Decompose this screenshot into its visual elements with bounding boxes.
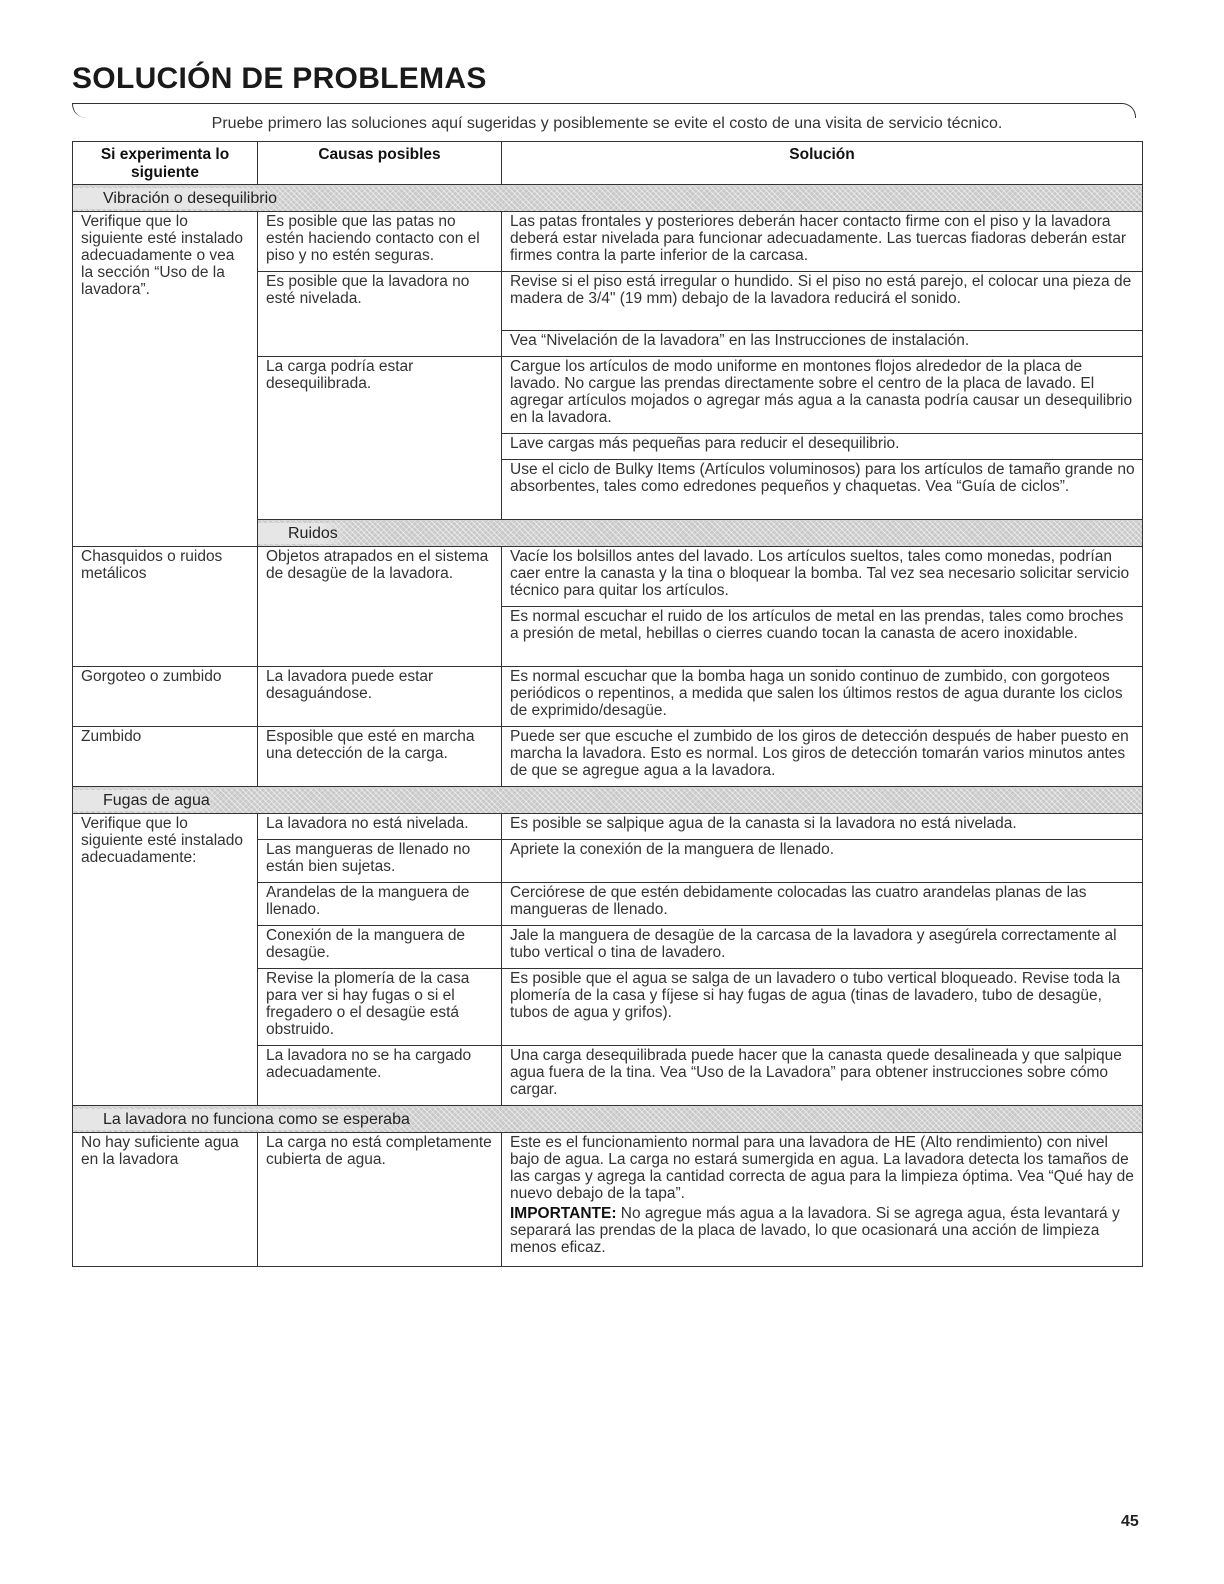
solution-cell: Use el ciclo de Bulky Items (Artículos voluminosos) para los artículos de tamaño grande no absorbentes, tales como edredones pequeños y chaquetas. Vea “Guía de ciclos”.	[502, 460, 1143, 520]
solution-cell: Vacíe los bolsillos antes del lavado. Los artículos sueltos, tales como monedas, podrían caer entre la canasta y la tina o bloquear la bomba. Tal vez sea necesario solicitar servicio técnico para quitar los artículos.	[502, 547, 1143, 607]
cause-cell: Es posible que la lavadora no esté nivelada.	[258, 272, 502, 357]
page-number: 45	[1121, 1513, 1139, 1530]
important-text: No agregue más agua a la lavadora. Si se agrega agua, ésta levantará y separará las prendas de la placa de lavado, lo que ocasionará una acción de limpieza menos eficaz.	[510, 1205, 1120, 1256]
troubleshooting-table	[72, 141, 1143, 1267]
solution-cell: Vea “Nivelación de la lavadora” en las Instrucciones de instalación.	[502, 331, 1143, 357]
symptom-cell: Chasquidos o ruidos metálicos	[73, 547, 258, 667]
solution-text: Este es el funcionamiento normal para una lavadora de HE (Alto rendimiento) con nivel bajo de agua. La carga no estará sumergida en agua. La lavadora detecta los tamaños de las cargas y agrega la cantidad correcta de agua para la limpieza óptima. Vea “Qué hay de nuevo debajo de la tapa”.	[510, 1134, 1134, 1202]
cause-cell: Esposible que esté en marcha una detección de la carga.	[258, 727, 502, 787]
solution-cell: Revise si el piso está irregular o hundido. Si el piso no está parejo, el colocar una pieza de madera de 3/4" (19 mm) debajo de la lavadora reducirá el sonido.	[502, 272, 1143, 331]
section-not-working	[73, 1106, 1143, 1133]
cause-cell: Objetos atrapados en el sistema de desagüe de la lavadora.	[258, 547, 502, 667]
page-title: SOLUCIÓN DE PROBLEMAS	[72, 62, 487, 95]
section-leaks	[73, 787, 1143, 814]
solution-cell: Cerciórese de que estén debidamente colocadas las cuatro arandelas planas de las mangueras de llenado.	[502, 883, 1143, 926]
section-title: Ruidos	[258, 523, 348, 544]
symptom-cell: Gorgoteo o zumbido	[73, 667, 258, 727]
header-symptom: Si experimenta lo siguiente	[73, 142, 258, 185]
section-title: Fugas de agua	[73, 790, 220, 811]
solution-cell	[502, 1133, 1143, 1267]
solution-cell: Apriete la conexión de la manguera de llenado.	[502, 840, 1143, 883]
solution-cell: Es posible se salpique agua de la canasta si la lavadora no está nivelada.	[502, 814, 1143, 840]
solution-cell: Cargue los artículos de modo uniforme en montones flojos alrededor de la placa de lavado. No cargue las prendas directamente sobre el centro de la placa de lavado. El agregar artículos mojados o agregar más agua a la canasta podría causar un desequilibrio en la lavadora.	[502, 357, 1143, 434]
table-row	[73, 814, 1143, 840]
solution-cell: Jale la manguera de desagüe de la carcasa de la lavadora y asegúrela correctamente al tubo vertical o tina de lavadero.	[502, 926, 1143, 969]
cause-cell: Revise la plomería de la casa para ver si hay fugas o si el fregadero o el desagüe está obstruido.	[258, 969, 502, 1046]
solution-cell: Puede ser que escuche el zumbido de los giros de detección después de haber puesto en marcha la lavadora. Esto es normal. Los giros de detección tomarán varios minutos antes de que se agregue agua a la lavadora.	[502, 727, 1143, 787]
header-solution: Solución	[502, 142, 1143, 185]
cause-cell: Las mangueras de llenado no están bien sujetas.	[258, 840, 502, 883]
cause-cell: La lavadora no se ha cargado adecuadamente.	[258, 1046, 502, 1106]
solution-cell: Las patas frontales y posteriores deberán hacer contacto firme con el piso y la lavadora deberá estar nivelada para funcionar adecuadamente. Las tuercas fiadoras deberán estar firmes contra la parte inferior de la carcasa.	[502, 212, 1143, 272]
table-row	[73, 727, 1143, 787]
solution-cell: Es normal escuchar el ruido de los artículos de metal en las prendas, tales como broches a presión de metal, hebillas o cierres cuando tocan la canasta de acero inoxidable.	[502, 607, 1143, 667]
section-title: Vibración o desequilibrio	[73, 188, 287, 209]
table-row	[73, 547, 1143, 607]
cause-cell: Es posible que las patas no estén haciendo contacto con el piso y no estén seguras.	[258, 212, 502, 272]
cause-cell: La lavadora puede estar desaguándose.	[258, 667, 502, 727]
solution-cell: Es posible que el agua se salga de un lavadero o tubo vertical bloqueado. Revise toda la plomería de la casa y fíjese si hay fugas de agua (tinas de lavadero, tubo de desagüe, tubos de agua y grifos).	[502, 969, 1143, 1046]
section-title: La lavadora no funciona como se esperaba	[73, 1109, 420, 1130]
table-row	[73, 212, 1143, 272]
symptom-cell: No hay suficiente agua en la lavadora	[73, 1133, 258, 1267]
solution-cell: Es normal escuchar que la bomba haga un sonido continuo de zumbido, con gorgoteos periódicos o repentinos, a medida que salen los últimos restos de agua durante los ciclos de exprimido/desagüe.	[502, 667, 1143, 727]
troubleshooting-frame	[72, 103, 1142, 1351]
symptom-cell: Verifique que lo siguiente esté instalado adecuadamente:	[73, 814, 258, 1106]
solution-cell: Una carga desequilibrada puede hacer que la canasta quede desalineada y que salpique agua fuera de la tina. Vea “Uso de la Lavadora” para obtener instrucciones sobre cómo cargar.	[502, 1046, 1143, 1106]
header-causes: Causas posibles	[258, 142, 502, 185]
table-header-row	[73, 142, 1143, 185]
cause-cell: Arandelas de la manguera de llenado.	[258, 883, 502, 926]
cause-cell: La carga podría estar desequilibrada.	[258, 357, 502, 520]
symptom-cell: Zumbido	[73, 727, 258, 787]
important-label: IMPORTANTE:	[510, 1205, 617, 1222]
table-row	[73, 1133, 1143, 1267]
cause-cell: La carga no está completamente cubierta de agua.	[258, 1133, 502, 1267]
section-vibration	[73, 185, 1143, 212]
important-note	[510, 1205, 1135, 1256]
table-row	[73, 667, 1143, 727]
intro-text: Pruebe primero las soluciones aquí sugeridas y posiblemente se evite el costo de una visita de servicio técnico.	[211, 115, 1003, 132]
cause-cell: Conexión de la manguera de desagüe.	[258, 926, 502, 969]
symptom-cell: Verifique que lo siguiente esté instalado adecuadamente o vea la sección “Uso de la lavadora”.	[73, 212, 258, 547]
cause-cell: La lavadora no está nivelada.	[258, 814, 502, 840]
solution-cell: Lave cargas más pequeñas para reducir el desequilibrio.	[502, 434, 1143, 460]
